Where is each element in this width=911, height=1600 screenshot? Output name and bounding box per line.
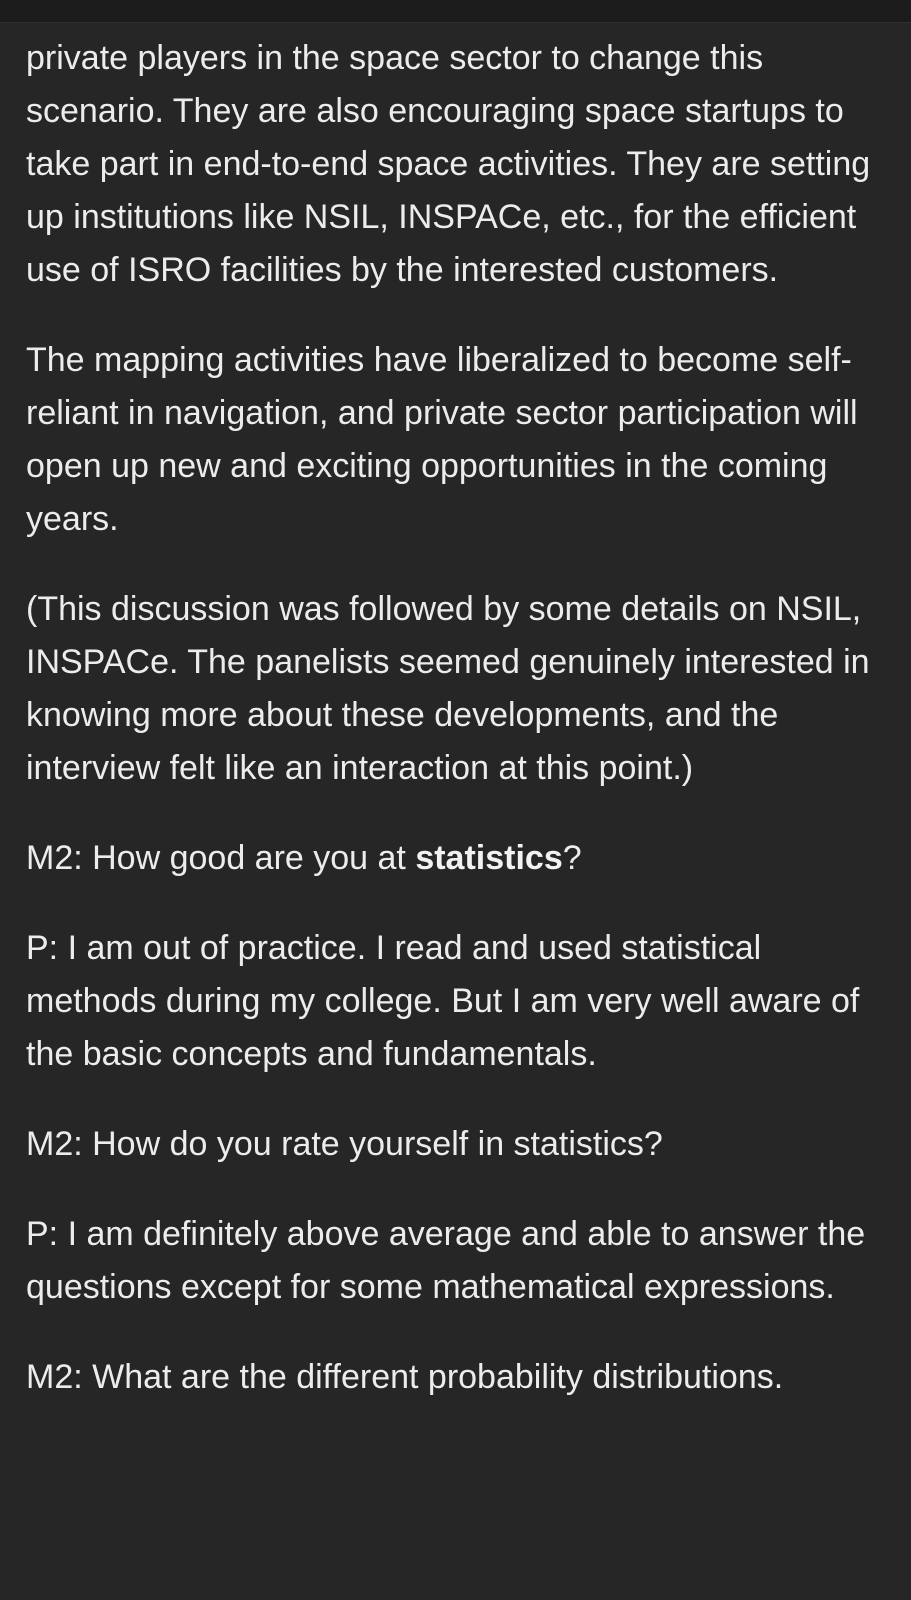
question-probability-distributions: M2: What are the different probability distributions. [26,1358,784,1396]
question-statistics-suffix: ? [562,839,582,877]
paragraph-space-sector: private players in the space sector to change this scenario. They are also encouraging space startups to take part in end-to-end space activities. They are setting up institutions like NSIL, INSPACe, etc., for the efficient use of ISRO facilities by the interested customers. [26,39,871,289]
question-statistics-prefix: M2: How good are you at [26,839,416,877]
paragraph-discussion-note: (This discussion was followed by some details on NSIL, INSPACe. The panelists seemed genuinely interested in knowing more about these developments, and the interview felt like an interaction at this point.) [26,590,870,787]
question-statistics-keyword: statistics [415,839,563,877]
answer-above-average: P: I am definitely above average and able to answer the questions except for some mathematical expressions. [26,1215,866,1306]
answer-out-of-practice: P: I am out of practice. I read and used statistical methods during my college. But I am very well aware of the basic concepts and fundamentals. [26,929,860,1073]
paragraph-mapping-activities: The mapping activities have liberalized to become self-reliant in navigation, and private sector participation will open up new and exciting opportunities in the coming years. [26,341,858,538]
question-rate-yourself: M2: How do you rate yourself in statistics? [26,1125,663,1163]
article-body [26,32,894,1404]
question-statistics-skill [26,832,894,885]
top-bar [0,0,911,23]
